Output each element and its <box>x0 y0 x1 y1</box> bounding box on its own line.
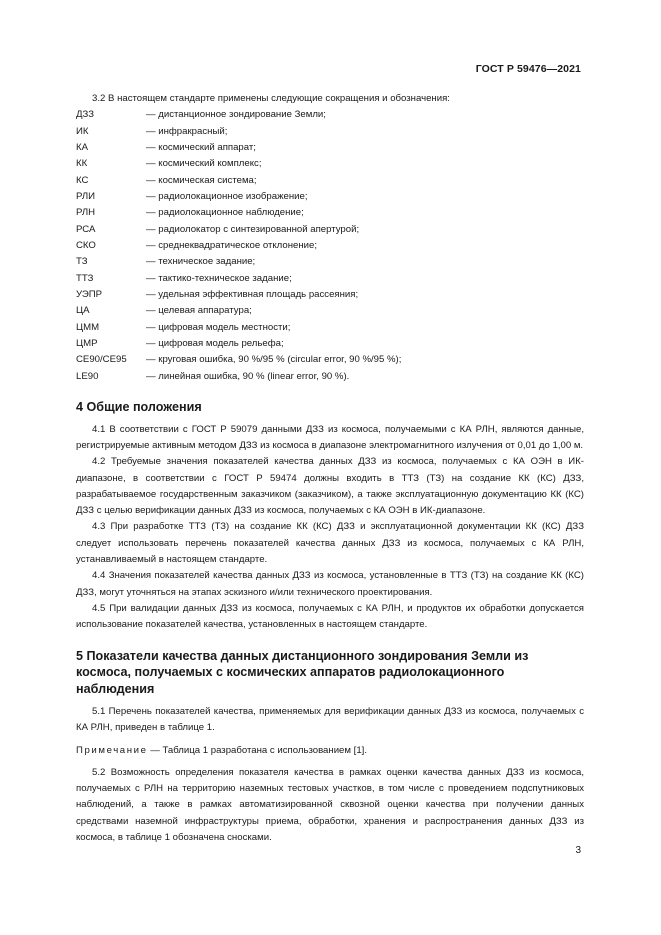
page-header: ГОСТ Р 59476—2021 <box>475 63 581 75</box>
abbreviation-term: ДЗЗ <box>76 109 95 121</box>
note <box>76 743 584 759</box>
abbreviation-item <box>76 140 584 156</box>
abbreviation-item <box>76 287 584 303</box>
abbreviation-item <box>76 352 584 368</box>
abbreviation-definition: — дистанционное зондирование Земли; <box>146 109 326 121</box>
paragraph-4-2: 4.2 Требуемые значения показателей качества данных ДЗЗ из космоса, получаемых с КА ОЭН в ИК-диапазоне, в соответствии с ГОСТ Р 59474 должны входить в ТТЗ (ТЗ) на создание КК (КС) ДЗЗ, разрабатываемое государственным заказчиком (заказчиком), а также эксплуатационную документацию КК (КС) ДЗЗ с целью верификации данных ДЗЗ из космоса, получаемых с КА ОЭН в ИК-диапазоне. <box>76 456 584 517</box>
abbreviation-definition: — удельная эффективная площадь рассеяния; <box>146 289 359 301</box>
abbreviation-definition: — космический аппарат; <box>146 141 256 153</box>
note-text: — Таблица 1 разработана с использованием [1]. <box>147 744 367 756</box>
abbreviation-term: ЦММ <box>76 321 100 333</box>
abbreviation-term: СКО <box>76 240 96 252</box>
abbreviation-term: ЦА <box>76 305 90 317</box>
abbreviation-term: ТЗ <box>76 256 88 268</box>
abbreviation-definition: — космический комплекс; <box>146 158 262 170</box>
abbreviation-item <box>76 238 584 254</box>
abbreviation-item <box>76 156 584 172</box>
abbreviation-term: ТТЗ <box>76 272 94 284</box>
abbreviation-item <box>76 271 584 287</box>
abbreviations-intro: 3.2 В настоящем стандарте применены следующие сокращения и обозначения: <box>92 93 450 104</box>
abbreviation-term: КК <box>76 158 88 170</box>
paragraph-5-1: 5.1 Перечень показателей качества, применяемых для верификации данных ДЗЗ из космоса, получаемых с КА РЛН, приведен в таблице 1. <box>76 706 584 734</box>
abbreviation-term: РСА <box>76 223 96 235</box>
page-content <box>76 91 584 846</box>
abbreviation-definition: — среднеквадратическое отклонение; <box>146 240 318 252</box>
abbreviation-term: РЛИ <box>76 191 96 203</box>
abbreviation-item <box>76 303 584 319</box>
abbreviation-item <box>76 107 584 123</box>
abbreviation-definition: — линейная ошибка, 90 % (linear error, 90 %). <box>146 370 350 382</box>
abbreviation-term: ИК <box>76 125 89 137</box>
paragraph-4-3: 4.3 При разработке ТТЗ (ТЗ) на создание КК (КС) ДЗЗ и эксплуатационной документации КК (КС) ДЗЗ следует использовать перечень показателей качества данных ДЗЗ из космоса, получаемых с КА РЛН, устанавливаемый в настоящем стандарте. <box>76 521 584 566</box>
abbreviation-definition: — инфракрасный; <box>146 125 228 137</box>
abbreviation-term: CE90/CE95 <box>76 354 127 366</box>
abbreviation-item <box>76 254 584 270</box>
section-5-heading: 5 Показатели качества данных дистанционного зондирования Земли из космоса, получаемых с космических аппаратов радиолокационного наблюдения <box>76 648 529 696</box>
abbreviation-term: УЭПР <box>76 289 103 301</box>
abbreviation-definition: — космическая система; <box>146 174 257 186</box>
paragraph-5-2: 5.2 Возможность определения показателя качества в рамках оценки качества данных ДЗЗ из космоса, получаемых с РЛН на территорию наземных тестовых участков, в том числе с проведением подспутниковых наблюдений, а также в рамках автоматизированной сквозной оценки качества при получении данных средствами наземной инфраструктуры приема, обработки, хранения и распространения данных ДЗЗ из космоса, в таблице 1 обозначена сносками. <box>76 766 584 844</box>
abbreviation-item <box>76 189 584 205</box>
abbreviation-item <box>76 173 584 189</box>
abbreviation-definition: — радиолокационное изображение; <box>146 191 308 203</box>
abbreviation-definition: — радиолокационное наблюдение; <box>146 207 304 219</box>
abbreviation-term: ЦМР <box>76 338 98 350</box>
note-label: Примечание <box>76 744 148 756</box>
abbreviation-item <box>76 222 584 238</box>
paragraph-4-4: 4.4 Значения показателей качества данных ДЗЗ из космоса, установленные в ТТЗ (ТЗ) на создание КК (КС) ДЗЗ, могут уточняться на этапах эскизного и/или технического проектирования. <box>76 570 584 598</box>
page-number: 3 <box>575 845 581 856</box>
abbreviation-definition: — цифровая модель рельефа; <box>146 338 284 350</box>
abbreviation-term: КА <box>76 141 88 153</box>
paragraph-4-5: 4.5 При валидации данных ДЗЗ из космоса, получаемых с КА РЛН, и продуктов их обработки допускается использование показателей качества, установленных в настоящем стандарте. <box>76 602 584 631</box>
abbreviation-item <box>76 205 584 221</box>
abbreviation-definition: — тактико-техническое задание; <box>146 272 292 284</box>
abbreviation-item <box>76 320 584 336</box>
paragraph-4-1: 4.1 В соответствии с ГОСТ Р 59079 данными ДЗЗ из космоса, получаемыми с КА РЛН, являются данные, регистрируемые активным методом ДЗЗ из космоса в диапазоне электромагнитного излучения от 0,01 до 1,00 м. <box>76 423 584 451</box>
abbreviation-definition: — цифровая модель местности; <box>146 321 291 333</box>
abbreviation-item <box>76 124 584 140</box>
abbreviation-item <box>76 336 584 352</box>
abbreviation-definition: — круговая ошибка, 90 %/95 % (circular error, 90 %/95 %); <box>146 354 402 366</box>
abbreviation-term: РЛН <box>76 207 96 219</box>
abbreviation-term: LE90 <box>76 370 99 382</box>
abbreviation-definition: — целевая аппаратура; <box>146 305 252 317</box>
abbreviation-term: КС <box>76 174 89 186</box>
abbreviation-definition: — техническое задание; <box>146 256 256 268</box>
abbreviations-list <box>76 107 584 385</box>
abbreviation-item <box>76 369 584 385</box>
abbreviation-definition: — радиолокатор с синтезированной апертурой; <box>146 223 360 235</box>
section-4-heading: 4 Общие положения <box>76 400 202 415</box>
